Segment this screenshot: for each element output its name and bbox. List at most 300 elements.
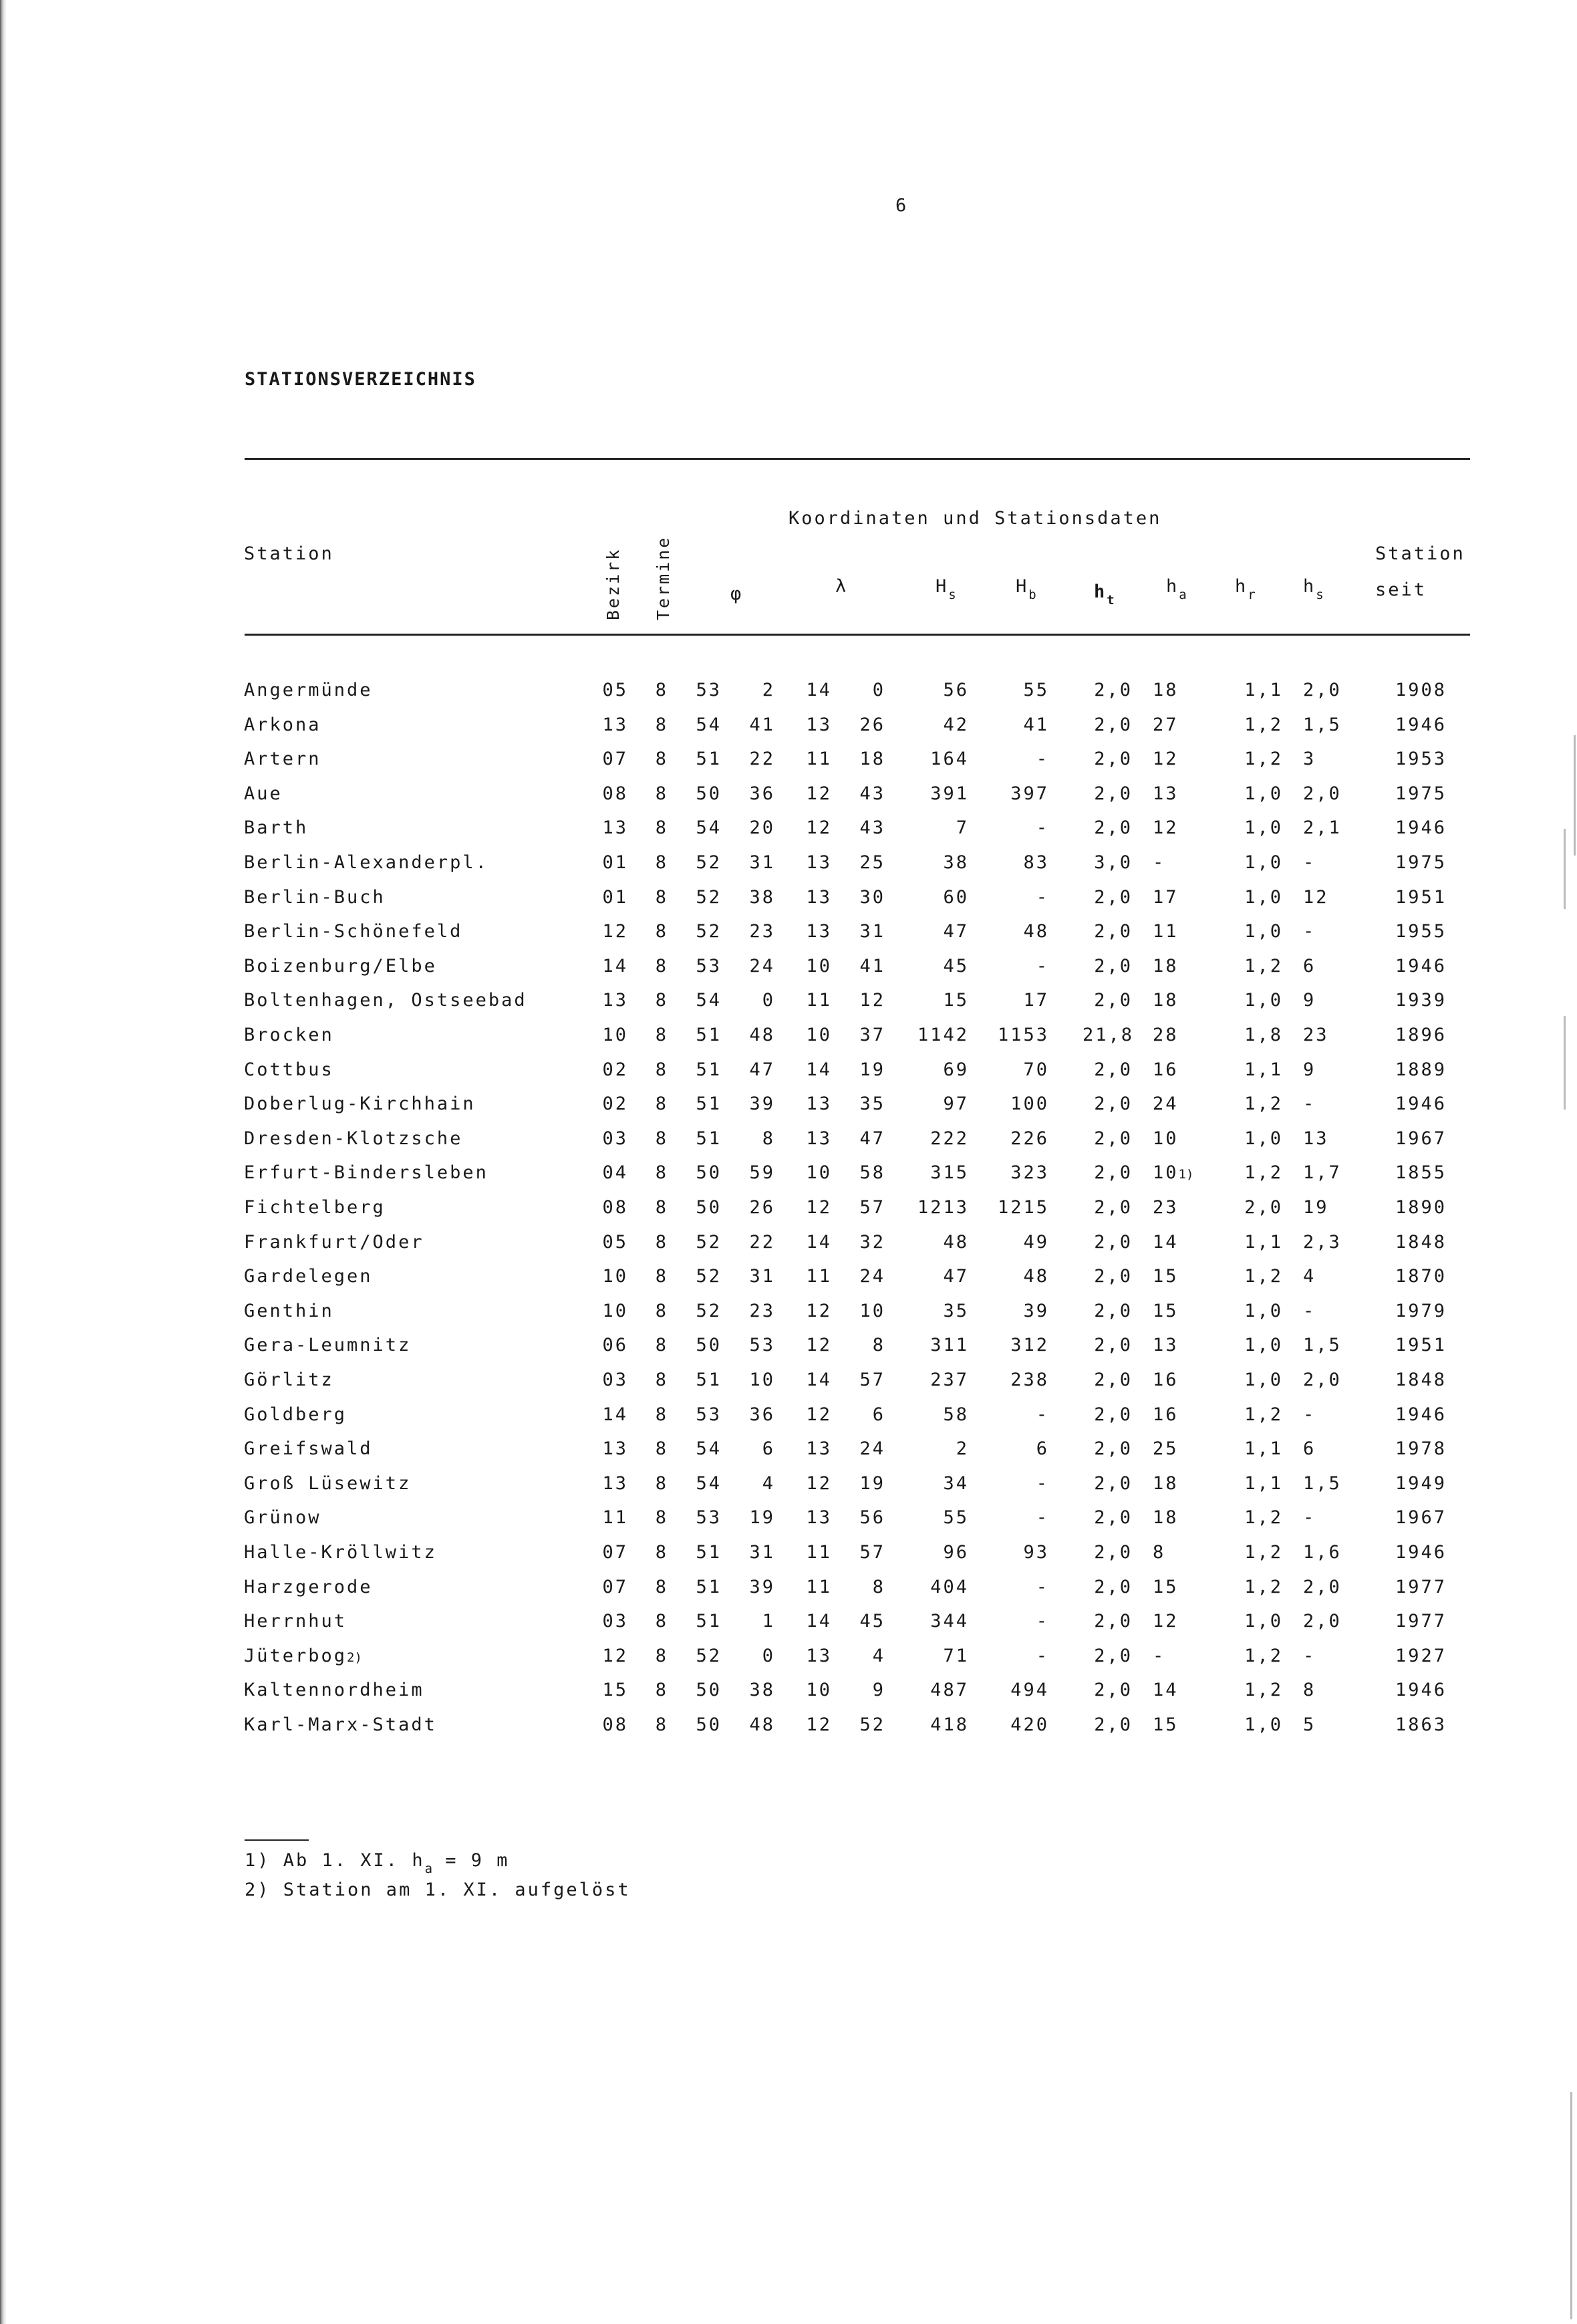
longitude-degree-cell: 11	[806, 1266, 832, 1287]
thermometer-height-cell: 2,0	[1094, 956, 1133, 977]
page-number: 6	[895, 195, 907, 216]
header-phi: φ	[730, 584, 744, 604]
footnote-1: 1) Ab 1. XI. $h_a = 9$ m	[245, 1850, 510, 1876]
latitude-degree-cell: 52	[696, 1646, 722, 1666]
latitude-minute-cell: 47	[749, 1059, 775, 1080]
station-height-cell: 97	[943, 1093, 969, 1114]
anemometer-height-cell: 18	[1153, 990, 1179, 1011]
thermometer-height-cell: 3,0	[1094, 852, 1133, 873]
header-hr: $h_r$	[1235, 576, 1256, 602]
table-row	[0, 852, 1577, 886]
longitude-degree-cell: 13	[806, 1128, 832, 1149]
termine-cell: 8	[655, 956, 668, 977]
station-since-cell: 1975	[1395, 852, 1447, 873]
table-row	[0, 1714, 1577, 1749]
anemometer-height-cell: 8	[1153, 1542, 1166, 1563]
bezirk-cell: 13	[602, 817, 628, 838]
barometer-height-cell: 1215	[997, 1197, 1049, 1218]
table-row	[0, 1059, 1577, 1093]
table-row	[0, 1025, 1577, 1059]
anemometer-height-cell: 18	[1153, 1473, 1179, 1494]
termine-cell: 8	[655, 1542, 668, 1563]
station-height-cell: 71	[943, 1646, 969, 1666]
bezirk-cell: 10	[602, 1301, 628, 1321]
station-height-cell: 55	[943, 1507, 969, 1528]
anemometer-height-cell: 12	[1153, 1611, 1179, 1632]
longitude-degree-cell: 11	[806, 1542, 832, 1563]
anemometer-height-cell: -	[1153, 1646, 1166, 1666]
latitude-degree-cell: 54	[696, 715, 722, 735]
longitude-minute-cell: 0	[872, 680, 885, 700]
barometer-height-cell: 39	[1023, 1301, 1049, 1321]
latitude-minute-cell: 38	[749, 887, 775, 908]
table-row	[0, 921, 1577, 955]
sunshine-height-cell: 1,6	[1303, 1542, 1342, 1563]
bezirk-cell: 12	[602, 1646, 628, 1666]
longitude-minute-cell: 26	[859, 715, 885, 735]
bezirk-cell: 02	[602, 1059, 628, 1080]
station-height-cell: 58	[943, 1404, 969, 1425]
termine-cell: 8	[655, 1507, 668, 1528]
longitude-degree-cell: 12	[806, 1335, 832, 1355]
barometer-height-cell: -	[1036, 1473, 1049, 1494]
longitude-degree-cell: 12	[806, 1404, 832, 1425]
longitude-minute-cell: 6	[872, 1404, 885, 1425]
thermometer-height-cell: 2,0	[1094, 1128, 1133, 1149]
station-height-cell: 237	[930, 1370, 969, 1390]
header-station-seit-2: seit	[1375, 579, 1427, 600]
latitude-degree-cell: 51	[696, 1370, 722, 1390]
anemometer-height-cell: 28	[1153, 1025, 1179, 1045]
termine-cell: 8	[655, 921, 668, 942]
longitude-minute-cell: 47	[859, 1128, 885, 1149]
latitude-minute-cell: 22	[749, 1232, 775, 1253]
table-row	[0, 887, 1577, 921]
station-height-cell: 2	[956, 1438, 969, 1459]
latitude-minute-cell: 48	[749, 1025, 775, 1045]
rain-gauge-height-cell: 1,2	[1244, 1162, 1283, 1183]
rain-gauge-height-cell: 1,2	[1244, 1577, 1283, 1597]
station-height-cell: 404	[930, 1577, 969, 1597]
longitude-degree-cell: 14	[806, 1370, 832, 1390]
bezirk-cell: 12	[602, 921, 628, 942]
sunshine-height-cell: 23	[1303, 1025, 1329, 1045]
barometer-height-cell: 1153	[997, 1025, 1049, 1045]
scan-edge-right	[1570, 2092, 1572, 2319]
thermometer-height-cell: 2,0	[1094, 1404, 1133, 1425]
latitude-degree-cell: 51	[696, 749, 722, 769]
station-height-cell: 344	[930, 1611, 969, 1632]
rain-gauge-height-cell: 1,0	[1244, 921, 1283, 942]
longitude-degree-cell: 10	[806, 1025, 832, 1045]
anemometer-height-cell: 14	[1153, 1232, 1179, 1253]
thermometer-height-cell: 2,0	[1094, 1542, 1133, 1563]
header-ha: $h_a$	[1166, 576, 1187, 602]
longitude-minute-cell: 25	[859, 852, 885, 873]
termine-cell: 8	[655, 1335, 668, 1355]
termine-cell: 8	[655, 715, 668, 735]
latitude-minute-cell: 4	[762, 1473, 775, 1494]
latitude-degree-cell: 51	[696, 1577, 722, 1597]
rain-gauge-height-cell: 1,2	[1244, 1507, 1283, 1528]
table-row	[0, 1335, 1577, 1369]
header-group-koordinaten: Koordinaten und Stationsdaten	[788, 508, 1162, 529]
latitude-minute-cell: 10	[749, 1370, 775, 1390]
barometer-height-cell: 6	[1036, 1438, 1049, 1459]
anemometer-height-cell: 13	[1153, 1335, 1179, 1355]
termine-cell: 8	[655, 817, 668, 838]
longitude-degree-cell: 12	[806, 1301, 832, 1321]
rain-gauge-height-cell: 1,2	[1244, 1266, 1283, 1287]
sunshine-height-cell: 1,7	[1303, 1162, 1342, 1183]
thermometer-height-cell: 2,0	[1094, 715, 1133, 735]
station-height-cell: 48	[943, 1232, 969, 1253]
thermometer-height-cell: 2,0	[1094, 1507, 1133, 1528]
header-station: Station	[244, 543, 334, 564]
rain-gauge-height-cell: 1,2	[1244, 1542, 1283, 1563]
sunshine-height-cell: 8	[1303, 1680, 1316, 1700]
bezirk-cell: 04	[602, 1162, 628, 1183]
station-since-cell: 1975	[1395, 783, 1447, 804]
latitude-degree-cell: 52	[696, 1232, 722, 1253]
station-height-cell: 42	[943, 715, 969, 735]
station-since-cell: 1946	[1395, 1680, 1447, 1700]
longitude-degree-cell: 14	[806, 1059, 832, 1080]
station-height-cell: 1142	[917, 1025, 969, 1045]
rain-gauge-height-cell: 1,0	[1244, 1335, 1283, 1355]
rain-gauge-height-cell: 1,0	[1244, 1370, 1283, 1390]
barometer-height-cell: 70	[1023, 1059, 1049, 1080]
rain-gauge-height-cell: 1,2	[1244, 1404, 1283, 1425]
barometer-height-cell: 93	[1023, 1542, 1049, 1563]
bezirk-cell: 03	[602, 1611, 628, 1632]
header-hs2: $h_s$	[1303, 576, 1324, 602]
table-header-rule	[245, 634, 1470, 636]
termine-cell: 8	[655, 1370, 668, 1390]
termine-cell: 8	[655, 783, 668, 804]
station-height-cell: 96	[943, 1542, 969, 1563]
latitude-degree-cell: 52	[696, 1301, 722, 1321]
termine-cell: 8	[655, 887, 668, 908]
longitude-degree-cell: 14	[806, 1232, 832, 1253]
barometer-height-cell: 420	[1010, 1714, 1049, 1735]
sunshine-height-cell: 3	[1303, 749, 1316, 769]
thermometer-height-cell: 2,0	[1094, 1577, 1133, 1597]
station-cell: Boltenhagen, Ostseebad	[244, 990, 527, 1011]
termine-cell: 8	[655, 749, 668, 769]
station-since-cell: 1939	[1395, 990, 1447, 1011]
latitude-degree-cell: 52	[696, 887, 722, 908]
barometer-height-cell: -	[1036, 887, 1049, 908]
longitude-minute-cell: 41	[859, 956, 885, 977]
station-since-cell: 1889	[1395, 1059, 1447, 1080]
latitude-degree-cell: 50	[696, 1335, 722, 1355]
longitude-degree-cell: 12	[806, 817, 832, 838]
station-cell: Herrnhut	[244, 1611, 347, 1632]
latitude-minute-cell: 22	[749, 749, 775, 769]
station-since-cell: 1967	[1395, 1128, 1447, 1149]
thermometer-height-cell: 2,0	[1094, 1611, 1133, 1632]
rain-gauge-height-cell: 1,0	[1244, 783, 1283, 804]
barometer-height-cell: 17	[1023, 990, 1049, 1011]
longitude-minute-cell: 57	[859, 1197, 885, 1218]
latitude-degree-cell: 52	[696, 921, 722, 942]
thermometer-height-cell: 2,0	[1094, 921, 1133, 942]
station-cell: Jüterbog2)	[244, 1646, 362, 1666]
station-cell: Doberlug-Kirchhain	[244, 1093, 476, 1114]
station-since-cell: 1946	[1395, 1542, 1447, 1563]
barometer-height-cell: -	[1036, 1404, 1049, 1425]
station-height-cell: 56	[943, 680, 969, 700]
table-row	[0, 990, 1577, 1024]
sunshine-height-cell: -	[1303, 921, 1316, 942]
latitude-minute-cell: 36	[749, 1404, 775, 1425]
longitude-degree-cell: 12	[806, 1473, 832, 1494]
anemometer-height-cell: 16	[1153, 1370, 1179, 1390]
page-title: STATIONSVERZEICHNIS	[245, 369, 476, 390]
footnote-rule	[245, 1839, 309, 1841]
longitude-minute-cell: 8	[872, 1335, 885, 1355]
longitude-minute-cell: 57	[859, 1542, 885, 1563]
sunshine-height-cell: 9	[1303, 1059, 1316, 1080]
sunshine-height-cell: -	[1303, 1093, 1316, 1114]
anemometer-height-cell: 14	[1153, 1680, 1179, 1700]
latitude-minute-cell: 31	[749, 852, 775, 873]
longitude-minute-cell: 12	[859, 990, 885, 1011]
bezirk-cell: 02	[602, 1093, 628, 1114]
station-cell: Harzgerode	[244, 1577, 373, 1597]
station-height-cell: 47	[943, 1266, 969, 1287]
rain-gauge-height-cell: 1,2	[1244, 749, 1283, 769]
latitude-minute-cell: 2	[762, 680, 775, 700]
termine-cell: 8	[655, 1680, 668, 1700]
station-cell: Genthin	[244, 1301, 334, 1321]
barometer-height-cell: -	[1036, 1646, 1049, 1666]
station-cell: Halle-Kröllwitz	[244, 1542, 437, 1563]
thermometer-height-cell: 2,0	[1094, 817, 1133, 838]
anemometer-height-cell: 25	[1153, 1438, 1179, 1459]
rain-gauge-height-cell: 1,0	[1244, 990, 1283, 1011]
termine-cell: 8	[655, 1025, 668, 1045]
bezirk-cell: 08	[602, 783, 628, 804]
thermometer-height-cell: 2,0	[1094, 1438, 1133, 1459]
termine-cell: 8	[655, 852, 668, 873]
longitude-degree-cell: 13	[806, 1438, 832, 1459]
station-since-cell: 1848	[1395, 1232, 1447, 1253]
longitude-degree-cell: 10	[806, 1680, 832, 1700]
latitude-minute-cell: 0	[762, 1646, 775, 1666]
longitude-minute-cell: 45	[859, 1611, 885, 1632]
termine-cell: 8	[655, 990, 668, 1011]
rain-gauge-height-cell: 1,0	[1244, 1611, 1283, 1632]
station-since-cell: 1946	[1395, 956, 1447, 977]
header-station-seit-1: Station	[1375, 543, 1465, 564]
station-cell: Arkona	[244, 715, 321, 735]
bezirk-cell: 13	[602, 715, 628, 735]
table-row	[0, 1680, 1577, 1714]
anemometer-height-cell: 16	[1153, 1059, 1179, 1080]
latitude-degree-cell: 52	[696, 852, 722, 873]
latitude-minute-cell: 24	[749, 956, 775, 977]
anemometer-height-cell: 10	[1153, 1128, 1179, 1149]
bezirk-cell: 03	[602, 1370, 628, 1390]
latitude-degree-cell: 51	[696, 1542, 722, 1563]
table-row	[0, 1611, 1577, 1645]
latitude-degree-cell: 54	[696, 990, 722, 1011]
latitude-degree-cell: 54	[696, 1473, 722, 1494]
thermometer-height-cell: 2,0	[1094, 1301, 1133, 1321]
station-cell: Fichtelberg	[244, 1197, 386, 1218]
latitude-degree-cell: 50	[696, 1714, 722, 1735]
rain-gauge-height-cell: 1,2	[1244, 1646, 1283, 1666]
longitude-minute-cell: 24	[859, 1438, 885, 1459]
longitude-degree-cell: 14	[806, 1611, 832, 1632]
station-height-cell: 164	[930, 749, 969, 769]
bezirk-cell: 13	[602, 990, 628, 1011]
latitude-minute-cell: 31	[749, 1542, 775, 1563]
anemometer-height-cell: 12	[1153, 749, 1179, 769]
longitude-minute-cell: 57	[859, 1370, 885, 1390]
longitude-degree-cell: 12	[806, 1197, 832, 1218]
station-height-cell: 1213	[917, 1197, 969, 1218]
station-since-cell: 1979	[1395, 1301, 1447, 1321]
termine-cell: 8	[655, 1473, 668, 1494]
latitude-degree-cell: 51	[696, 1059, 722, 1080]
rain-gauge-height-cell: 1,1	[1244, 1232, 1283, 1253]
station-cell: Barth	[244, 817, 309, 838]
bezirk-cell: 11	[602, 1507, 628, 1528]
sunshine-height-cell: 12	[1303, 887, 1329, 908]
latitude-minute-cell: 0	[762, 990, 775, 1011]
station-height-cell: 222	[930, 1128, 969, 1149]
station-since-cell: 1890	[1395, 1197, 1447, 1218]
bezirk-cell: 10	[602, 1025, 628, 1045]
station-cell: Artern	[244, 749, 321, 769]
thermometer-height-cell: 2,0	[1094, 990, 1133, 1011]
station-cell: Dresden-Klotzsche	[244, 1128, 463, 1149]
station-cell: Erfurt-Bindersleben	[244, 1162, 488, 1183]
anemometer-height-cell: 16	[1153, 1404, 1179, 1425]
bezirk-cell: 01	[602, 887, 628, 908]
thermometer-height-cell: 2,0	[1094, 1162, 1133, 1183]
station-since-cell: 1977	[1395, 1611, 1447, 1632]
bezirk-cell: 07	[602, 749, 628, 769]
anemometer-height-cell: 11	[1153, 921, 1179, 942]
station-since-cell: 1946	[1395, 1404, 1447, 1425]
longitude-degree-cell: 13	[806, 1507, 832, 1528]
station-height-cell: 35	[943, 1301, 969, 1321]
longitude-minute-cell: 35	[859, 1093, 885, 1114]
thermometer-height-cell: 2,0	[1094, 887, 1133, 908]
table-row	[0, 956, 1577, 990]
longitude-degree-cell: 11	[806, 990, 832, 1011]
latitude-minute-cell: 20	[749, 817, 775, 838]
bezirk-cell: 07	[602, 1542, 628, 1563]
latitude-minute-cell: 38	[749, 1680, 775, 1700]
table-row	[0, 1473, 1577, 1507]
station-cell: Kaltennordheim	[244, 1680, 424, 1700]
longitude-minute-cell: 30	[859, 887, 885, 908]
thermometer-height-cell: 2,0	[1094, 749, 1133, 769]
longitude-degree-cell: 14	[806, 680, 832, 700]
longitude-degree-cell: 12	[806, 783, 832, 804]
barometer-height-cell: 83	[1023, 852, 1049, 873]
station-since-cell: 1949	[1395, 1473, 1447, 1494]
longitude-degree-cell: 10	[806, 1162, 832, 1183]
termine-cell: 8	[655, 1404, 668, 1425]
header-bezirk: Bezirk	[603, 547, 623, 620]
thermometer-height-cell: 2,0	[1094, 1266, 1133, 1287]
termine-cell: 8	[655, 1093, 668, 1114]
latitude-degree-cell: 50	[696, 1680, 722, 1700]
termine-cell: 8	[655, 1266, 668, 1287]
station-since-cell: 1908	[1395, 680, 1447, 700]
station-cell: Gera-Leumnitz	[244, 1335, 412, 1355]
sunshine-height-cell: -	[1303, 1404, 1316, 1425]
barometer-height-cell: 49	[1023, 1232, 1049, 1253]
table-row	[0, 1577, 1577, 1611]
table-row	[0, 1093, 1577, 1128]
station-since-cell: 1927	[1395, 1646, 1447, 1666]
anemometer-height-cell: 18	[1153, 956, 1179, 977]
anemometer-height-cell: 12	[1153, 817, 1179, 838]
termine-cell: 8	[655, 680, 668, 700]
longitude-degree-cell: 13	[806, 887, 832, 908]
termine-cell: 8	[655, 1162, 668, 1183]
thermometer-height-cell: 2,0	[1094, 680, 1133, 700]
station-since-cell: 1863	[1395, 1714, 1447, 1735]
anemometer-height-cell: 15	[1153, 1301, 1179, 1321]
barometer-height-cell: -	[1036, 1611, 1049, 1632]
latitude-degree-cell: 50	[696, 1197, 722, 1218]
station-since-cell: 1977	[1395, 1577, 1447, 1597]
latitude-degree-cell: 53	[696, 1507, 722, 1528]
termine-cell: 8	[655, 1128, 668, 1149]
bezirk-cell: 08	[602, 1197, 628, 1218]
latitude-minute-cell: 53	[749, 1335, 775, 1355]
sunshine-height-cell: -	[1303, 1301, 1316, 1321]
station-height-cell: 69	[943, 1059, 969, 1080]
footnote-marker: 2)	[347, 1650, 362, 1665]
latitude-minute-cell: 23	[749, 921, 775, 942]
bezirk-cell: 15	[602, 1680, 628, 1700]
longitude-minute-cell: 58	[859, 1162, 885, 1183]
sunshine-height-cell: 19	[1303, 1197, 1329, 1218]
barometer-height-cell: -	[1036, 817, 1049, 838]
anemometer-height-cell: 15	[1153, 1266, 1179, 1287]
table-row	[0, 1370, 1577, 1404]
rain-gauge-height-cell: 1,1	[1244, 1473, 1283, 1494]
rain-gauge-height-cell: 1,1	[1244, 1059, 1283, 1080]
table-row	[0, 1197, 1577, 1231]
rain-gauge-height-cell: 2,0	[1244, 1197, 1283, 1218]
station-since-cell: 1896	[1395, 1025, 1447, 1045]
anemometer-height-cell: 15	[1153, 1577, 1179, 1597]
latitude-degree-cell: 51	[696, 1025, 722, 1045]
station-since-cell: 1955	[1395, 921, 1447, 942]
longitude-degree-cell: 13	[806, 1646, 832, 1666]
barometer-height-cell: -	[1036, 1507, 1049, 1528]
sunshine-height-cell: 2,3	[1303, 1232, 1342, 1253]
longitude-minute-cell: 43	[859, 817, 885, 838]
header-hb: $H_b$	[1016, 576, 1036, 602]
station-since-cell: 1946	[1395, 1093, 1447, 1114]
barometer-height-cell: 397	[1010, 783, 1049, 804]
sunshine-height-cell: 4	[1303, 1266, 1316, 1287]
longitude-degree-cell: 13	[806, 1093, 832, 1114]
rain-gauge-height-cell: 1,2	[1244, 956, 1283, 977]
rain-gauge-height-cell: 1,8	[1244, 1025, 1283, 1045]
